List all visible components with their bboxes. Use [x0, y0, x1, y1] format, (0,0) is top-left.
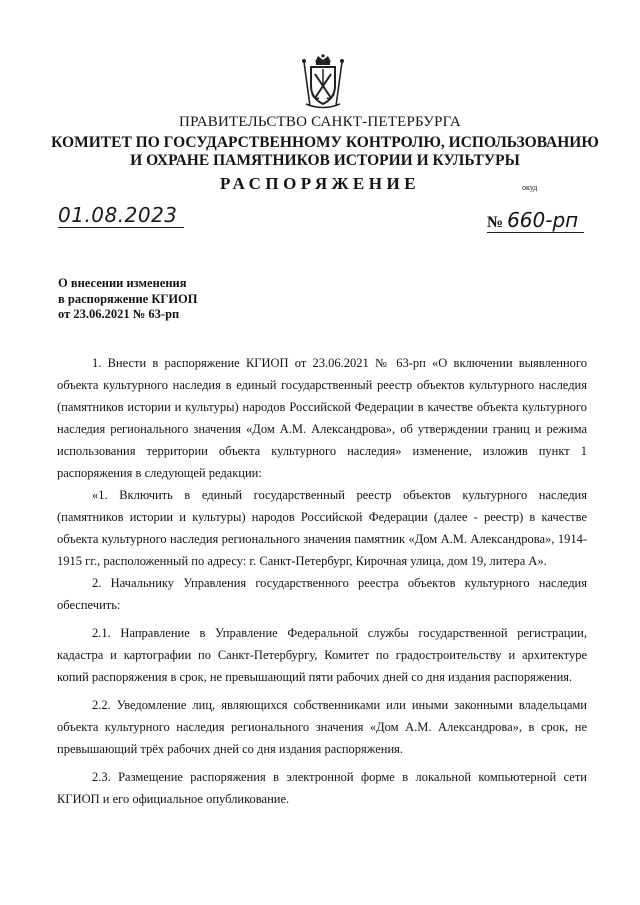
document-body [57, 352, 587, 810]
body-paragraph: 1. Внести в распоряжение КГИОП от 23.06.2021 № 63-рп «О включении выявленного объекта культурного наследия в единый государственный реестр объектов культурного наследия (памятников истории и культуры) народов Российской Федерации в качестве объекта культурного наследия регионального значения «Дом А.М. Александрова», об утверждении границ и режима использования территории объекта культурного наследия» изменение, изложив пункт 1 распоряжения в следующей редакции: [57, 356, 587, 480]
okud-label: окуд [522, 183, 538, 192]
government-title: ПРАВИТЕЛЬСТВО САНКТ-ПЕТЕРБУРГА [179, 114, 461, 130]
document-date: 01.08.2023 [58, 203, 184, 228]
number-value: 660-рп [507, 208, 579, 232]
committee-title-line2: И ОХРАНЕ ПАМЯТНИКОВ ИСТОРИИ И КУЛЬТУРЫ [130, 152, 520, 169]
subject-line: от 23.06.2021 № 63-рп [58, 307, 180, 321]
document-type: РАСПОРЯЖЕНИЕ [219, 174, 421, 193]
coat-of-arms-icon [298, 54, 348, 110]
subject-line: в распоряжение КГИОП [58, 291, 198, 306]
body-paragraph: 2.2. Уведомление лиц, являющихся собственниками или иными законными владельцами объекта культурного наследия регионального значения «Дом А.М. Александрова», в срок, не превышающий трёх рабочих дней со дня издания распоряжения. [57, 698, 587, 756]
document-number [487, 208, 584, 233]
subject-line: О внесении изменения [58, 276, 187, 290]
body-paragraph: 2.1. Направление в Управление Федеральной службы государственной регистрации, кадастра и картографии по Санкт-Петербургу, Комитет по градостроительству и архитектуре копий распоряжения в срок, не превышающий пяти рабочих дней со дня издания распоряжения. [57, 626, 587, 684]
number-sign: № [487, 214, 504, 231]
committee-title-line1: КОМИТЕТ ПО ГОСУДАРСТВЕННОМУ КОНТРОЛЮ, ИСПОЛЬЗОВАНИЮ [51, 134, 599, 151]
body-paragraph: «1. Включить в единый государственный реестр объектов культурного наследия (памятников истории и культуры) народов Российской Федерации (далее - реестр) в качестве объекта культурного наследия регионального значения памятник «Дом А.М. Александрова», 1914-1915 гг., расположенный по адресу: г. Санкт-Петербург, Кирочная улица, дом 19, литера А». [57, 488, 587, 568]
body-paragraph: 2.3. Размещение распоряжения в электронной форме в локальной компьютерной сети КГИОП и его официальное опубликование. [57, 770, 587, 806]
subject-block [58, 276, 198, 323]
committee-title [40, 134, 610, 170]
body-paragraph: 2. Начальнику Управления государственного реестра объектов культурного наследия обеспечить: [57, 576, 587, 612]
